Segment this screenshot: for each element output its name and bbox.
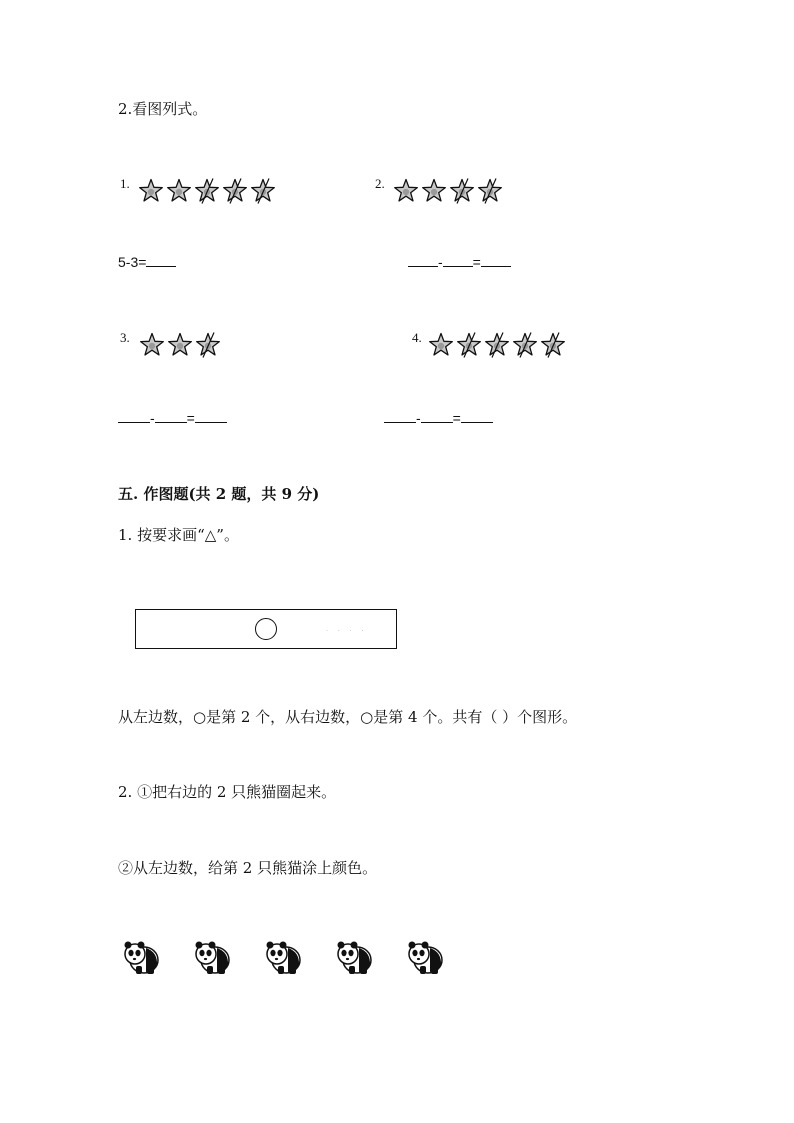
panda-icon[interactable]: [122, 936, 160, 976]
problem-3-equation[interactable]: [118, 410, 227, 426]
problem-2-number: 2.: [375, 176, 385, 191]
star-icon: [139, 332, 165, 358]
answer-blank[interactable]: [408, 254, 438, 267]
crossed-star-icon: [484, 332, 510, 358]
crossed-star-icon: [449, 178, 475, 204]
problem-2-stars: [393, 178, 503, 206]
equation-text: 5-3=: [118, 254, 147, 270]
star-icon: [166, 178, 192, 204]
problem-1-stars: [138, 178, 276, 206]
q1-statement: 从左边数，○是第 2 个，从右边数，○是第 4 个。共有（ ）个图形。: [118, 708, 578, 726]
answer-blank[interactable]: [461, 410, 493, 423]
crossed-star-icon: [222, 178, 248, 204]
problem-3-number: 3.: [120, 330, 130, 345]
problem-4-number: 4.: [412, 330, 422, 345]
problem-4-stars: [428, 332, 566, 360]
drawing-box[interactable]: [135, 609, 397, 649]
crossed-star-icon: [195, 332, 221, 358]
problem-4-equation[interactable]: [384, 410, 493, 426]
panda-icon[interactable]: [193, 936, 231, 976]
panda-row: [122, 936, 444, 976]
problem-2-equation[interactable]: [408, 254, 511, 270]
panda-icon[interactable]: [406, 936, 444, 976]
star-icon: [138, 178, 164, 204]
minus-sign: -: [438, 254, 443, 270]
answer-blank[interactable]: [481, 254, 511, 267]
crossed-star-icon: [512, 332, 538, 358]
equals-sign: =: [472, 254, 481, 270]
equals-sign: =: [186, 410, 195, 426]
equals-sign: =: [452, 410, 461, 426]
crossed-star-icon: [477, 178, 503, 204]
section-heading: 五. 作图题(共 2 题，共 9 分): [118, 485, 320, 503]
star-icon: [421, 178, 447, 204]
problem-1-number: 1.: [120, 176, 130, 191]
answer-blank[interactable]: [443, 254, 473, 267]
crossed-star-icon: [194, 178, 220, 204]
circle-shape: [255, 618, 277, 640]
crossed-star-icon: [456, 332, 482, 358]
minus-sign: -: [150, 410, 155, 426]
answer-blank[interactable]: [384, 410, 416, 423]
panda-icon[interactable]: [264, 936, 302, 976]
crossed-star-icon: [250, 178, 276, 204]
q2-line1: 2. ①把右边的 2 只熊猫圈起来。: [118, 783, 337, 801]
star-icon: [167, 332, 193, 358]
question-title: 2.看图列式。: [118, 100, 208, 118]
problem-3-stars: [139, 332, 221, 360]
answer-blank[interactable]: [195, 410, 227, 423]
answer-blank[interactable]: [118, 410, 150, 423]
star-icon: [428, 332, 454, 358]
q1-prompt: 1. 按要求画“△”。: [118, 526, 239, 544]
answer-blank[interactable]: [155, 410, 187, 423]
q2-line2: ②从左边数，给第 2 只熊猫涂上颜色。: [118, 859, 378, 877]
problem-1-equation[interactable]: [118, 254, 176, 270]
star-icon: [393, 178, 419, 204]
answer-blank[interactable]: [421, 410, 453, 423]
panda-icon[interactable]: [335, 936, 373, 976]
answer-blank[interactable]: [146, 254, 176, 267]
faint-dots: · · · ·: [326, 628, 368, 635]
minus-sign: -: [416, 410, 421, 426]
crossed-star-icon: [540, 332, 566, 358]
